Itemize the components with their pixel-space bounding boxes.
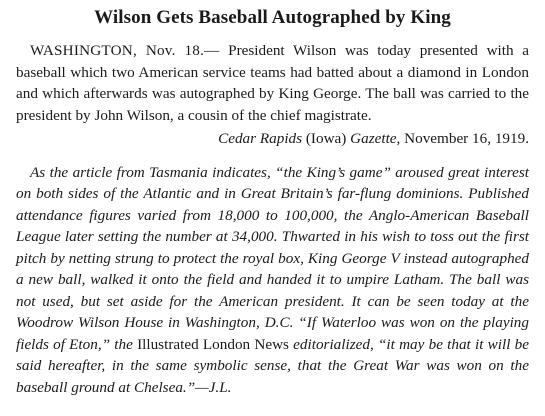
commentary-paragraph xyxy=(16,162,529,399)
article-body: President Wilson was today presented with a baseball which two American service teams had batted about a diamond in London and which afterwards was autographed by King George. The ball was carried to the president by John Wilson, a cousin of the chief magistrate. xyxy=(16,42,529,124)
source-paper-name: Cedar Rapids xyxy=(218,130,303,147)
source-citation xyxy=(16,128,529,150)
article-dateline: WASHINGTON, Nov. 18.— xyxy=(30,42,220,59)
article-paragraph xyxy=(16,40,529,126)
source-date: , November 16, 1919. xyxy=(396,130,529,147)
commentary-part1: As the article from Tasmania indicates, “the King’s game” aroused great interest on both sides of the Atlantic and in Great Britain’s far-flung dominions. Published attendance figures varied from 18,000 to 100,000, the Anglo-American Baseball League later setting the number at 34,000. Thwarted in his wish to toss out the first pitch by netting strung to protect the royal box, King George V instead autographed a new ball, walked it onto the field and handed it to umpire Latham. The ball was not used, but set aside for the American president. It can be seen today at the Woodrow Wilson House in Washington, D.C. “If Waterloo was won on the playing fields of Eton,” the xyxy=(16,163,529,353)
source-location: (Iowa) xyxy=(302,130,351,147)
commentary-part2: editorialized, “it may be that it will be said hereafter, in the same symbolic sense, that the Great War was won on the baseball ground at Chelsea.”—J.L. xyxy=(16,335,530,396)
headline: Wilson Gets Baseball Autographed by King xyxy=(94,7,451,28)
commentary-publication: Illustrated London News xyxy=(137,335,289,353)
source-paper-suffix: Gazette xyxy=(350,130,397,147)
